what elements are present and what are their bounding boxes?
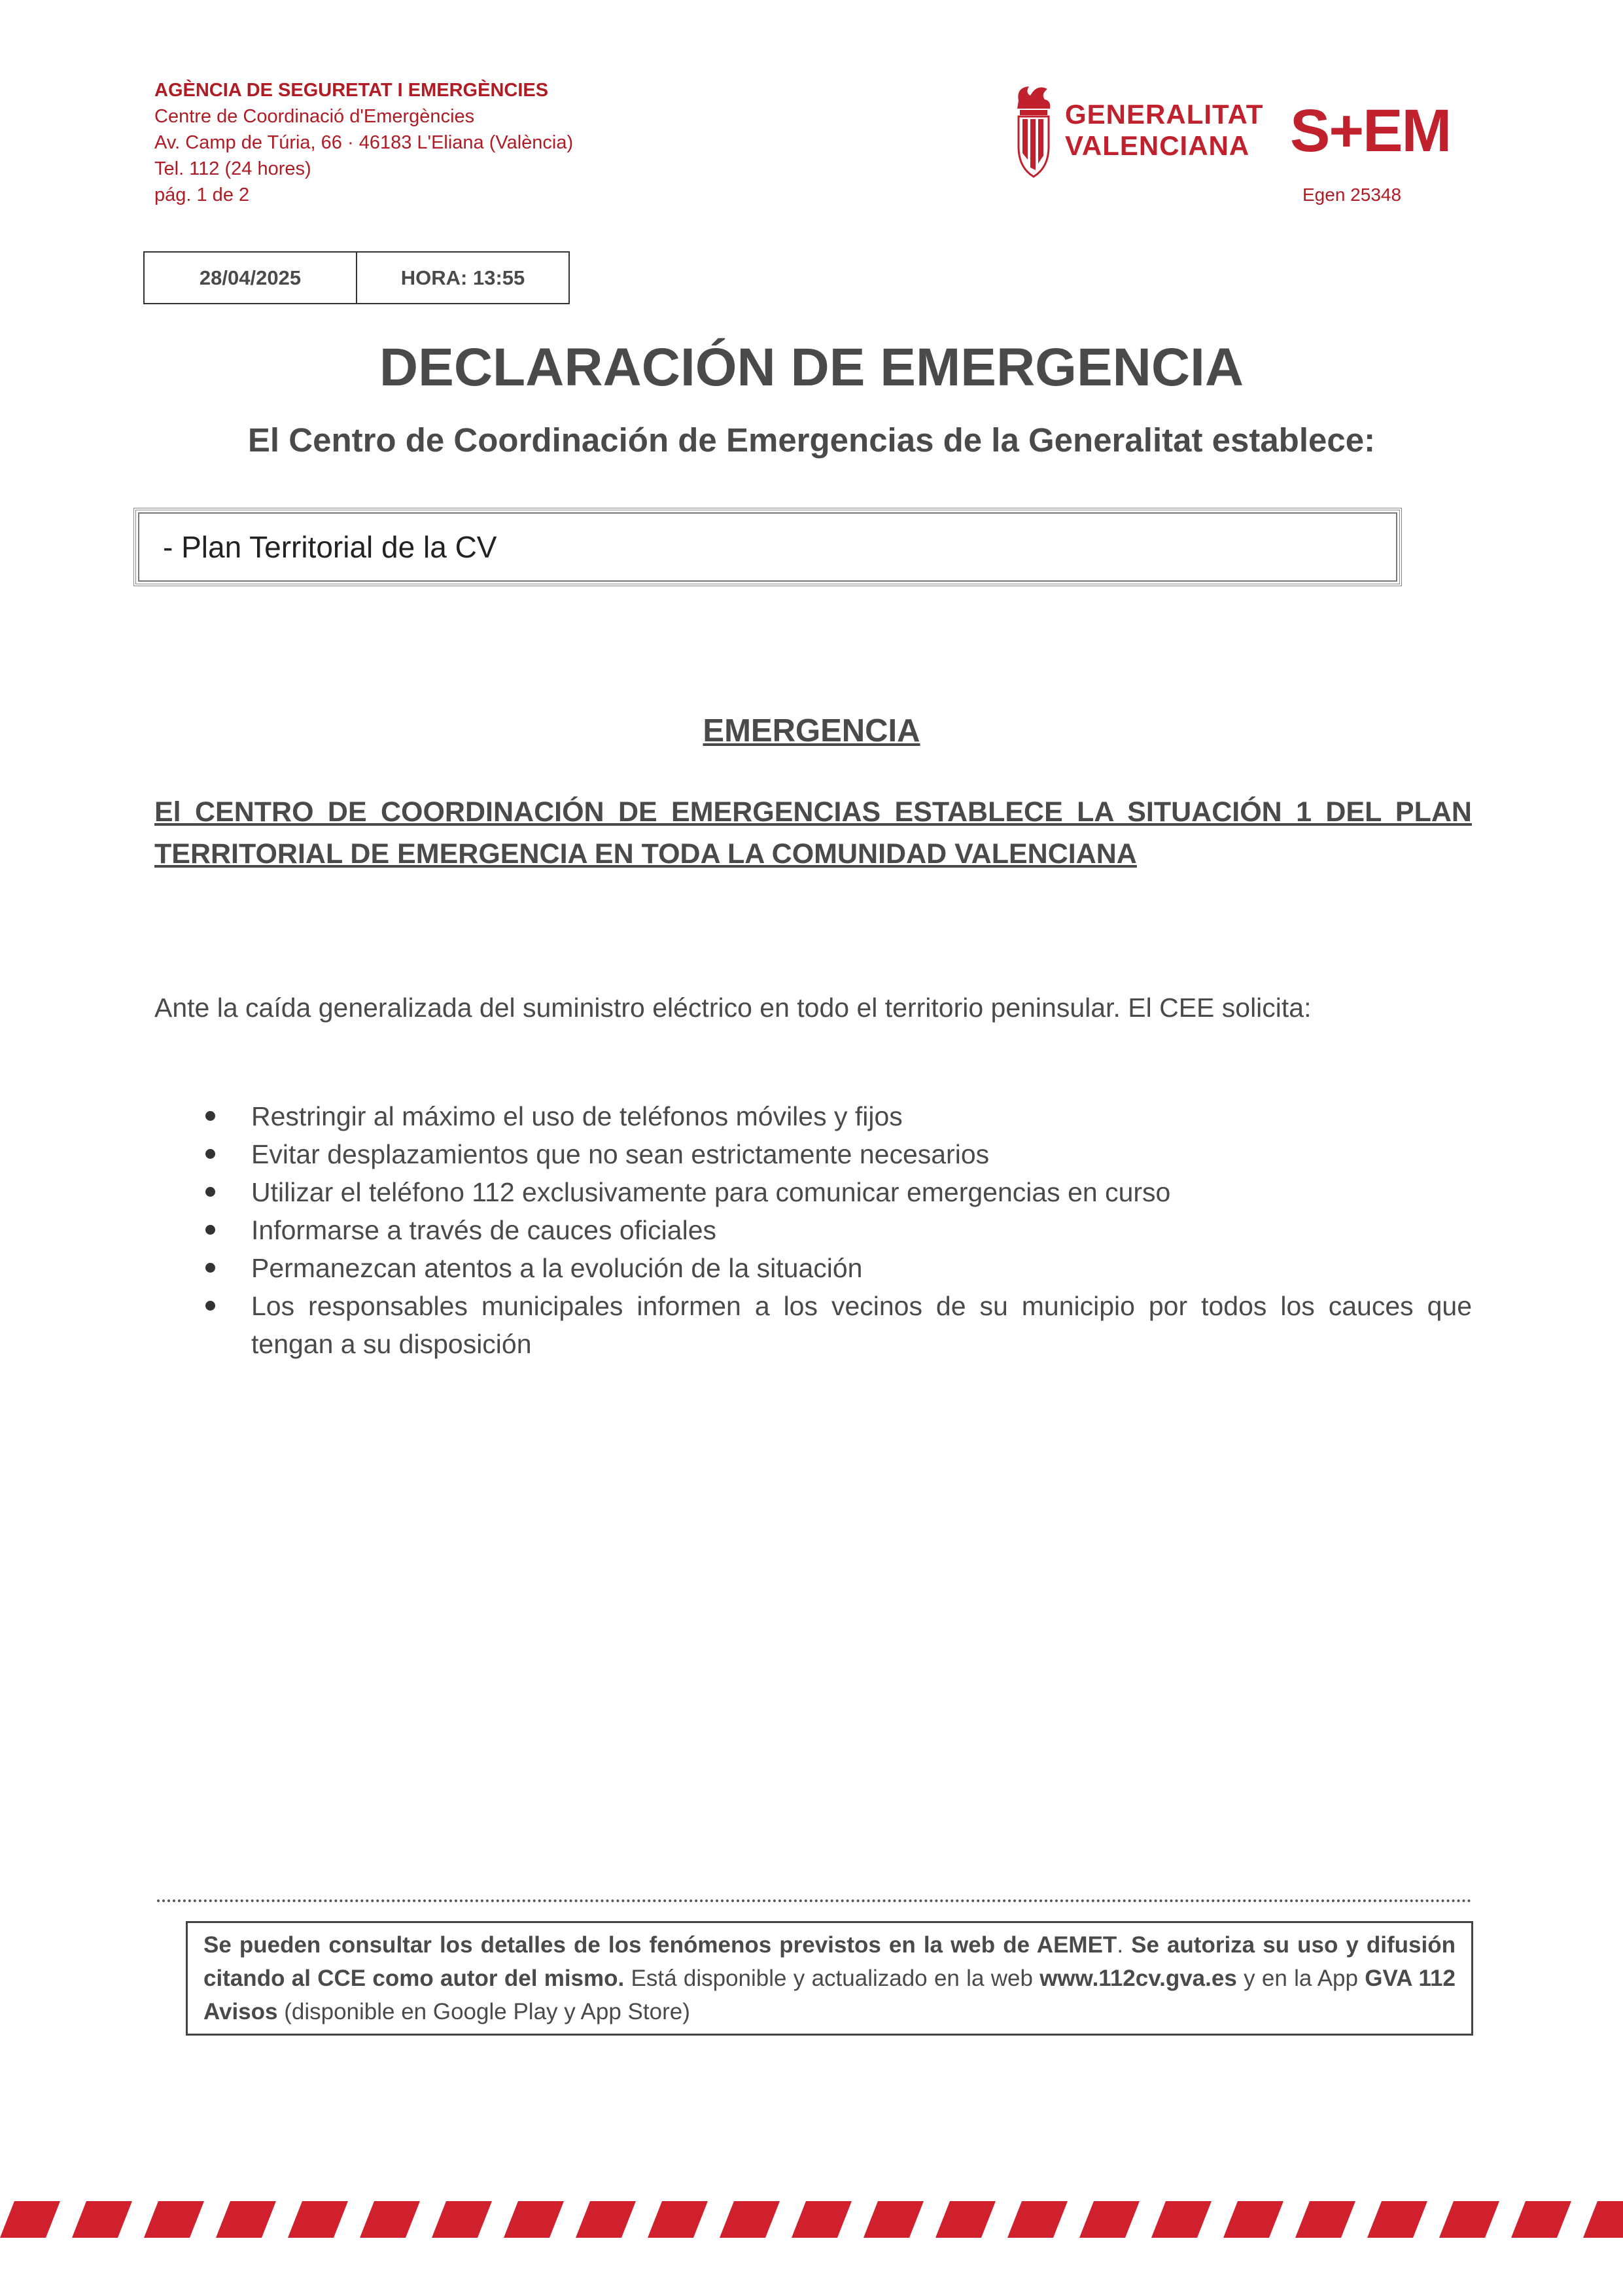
bullet-icon: [205, 1225, 215, 1235]
list-item: [154, 1173, 1472, 1211]
gva-line-1: GENERALITAT: [1065, 99, 1264, 130]
plan-name: - Plan Territorial de la CV: [138, 512, 1397, 582]
footer-text-1: Está disponible y actualizado en la web: [624, 1966, 1040, 1991]
bullet-icon: [205, 1111, 215, 1121]
bullet-icon: [205, 1263, 215, 1273]
bullet-icon: [205, 1149, 215, 1159]
plan-box: [133, 508, 1402, 586]
footer-text-3: (disponible en Google Play y App Store): [277, 1999, 690, 2024]
warning-stripes: [0, 2201, 1623, 2238]
coat-of-arms-icon: [1011, 81, 1056, 179]
bullet-icon: [205, 1187, 215, 1197]
emergency-heading: EMERGENCIA: [703, 713, 920, 749]
generalitat-valenciana-logo: [1011, 81, 1264, 179]
list-item-text: Restringir al máximo el uso de teléfonos móviles y fijos: [251, 1101, 903, 1131]
list-item: [154, 1097, 1472, 1135]
situation-statement: El CENTRO DE COORDINACIÓN DE EMERGENCIAS ESTABLECE LA SITUACIÓN 1 DEL PLAN TERRITORIAL DE EMERGENCIA EN TODA LA COMUNIDAD VALENCIANA: [154, 796, 1472, 870]
reference-number: Egen 25348: [1302, 185, 1402, 205]
document-title: DECLARACIÓN DE EMERGENCIA: [379, 338, 1244, 397]
document-subtitle: El Centro de Coordinación de Emergencias de la Generalitat establece:: [247, 421, 1376, 459]
footer-aemet-note: Se pueden consultar los detalles de los fenómenos previstos en la web de AEMET: [203, 1932, 1117, 1958]
agency-header: [154, 77, 573, 208]
list-item: [154, 1287, 1472, 1363]
page-number: pág. 1 de 2: [154, 185, 250, 205]
list-item-text: Evitar desplazamientos que no sean estrictamente necesarios: [251, 1139, 990, 1169]
list-item-text: Utilizar el teléfono 112 exclusivamente para comunicar emergencias en curso: [251, 1177, 1171, 1207]
agency-phone: Tel. 112 (24 hores): [154, 158, 311, 179]
generalitat-wordmark: [1065, 99, 1263, 162]
footer-web-link[interactable]: www.112cv.gva.es: [1039, 1966, 1237, 1991]
footer-authorization: Se autoriza su uso y difusión citando al CCE como autor del mismo.: [203, 1932, 1456, 1991]
gva-line-2: VALENCIANA: [1065, 130, 1250, 161]
date-cell: 28/04/2025: [199, 266, 302, 289]
footer-app-name: GVA 112 Avisos: [203, 1966, 1456, 2024]
date-time-box: [143, 251, 570, 304]
list-item-text: Permanezcan atentos a la evolución de la situación: [251, 1253, 863, 1283]
intro-paragraph: Ante la caída generalizada del suministro eléctrico en todo el territorio peninsular. El CEE solicita:: [154, 993, 1312, 1023]
list-item: [154, 1135, 1472, 1173]
footer-separator: .: [1117, 1932, 1132, 1958]
time-cell: HORA: 13:55: [356, 253, 568, 303]
footer-text-2: y en la App: [1236, 1966, 1365, 1991]
bullet-icon: [205, 1301, 215, 1311]
agency-address: Av. Camp de Túria, 66 · 46183 L'Eliana (València): [154, 132, 574, 153]
list-item-text: Informarse a través de cauces oficiales: [251, 1215, 716, 1245]
list-item: [154, 1211, 1472, 1249]
coordination-center: Centre de Coordinació d'Emergències: [154, 106, 475, 127]
list-item-text: Los responsables municipales informen a los vecinos de su municipio por todos los cauces que tengan a su disposición: [251, 1291, 1472, 1359]
footer-info-box: [186, 1921, 1473, 2036]
sem-logo: S+EM: [1290, 97, 1451, 164]
requests-list: [154, 1097, 1472, 1363]
agency-name: AGÈNCIA DE SEGURETAT I EMERGÈNCIES: [154, 80, 549, 101]
dotted-separator: [157, 1899, 1472, 1902]
list-item: [154, 1249, 1472, 1287]
